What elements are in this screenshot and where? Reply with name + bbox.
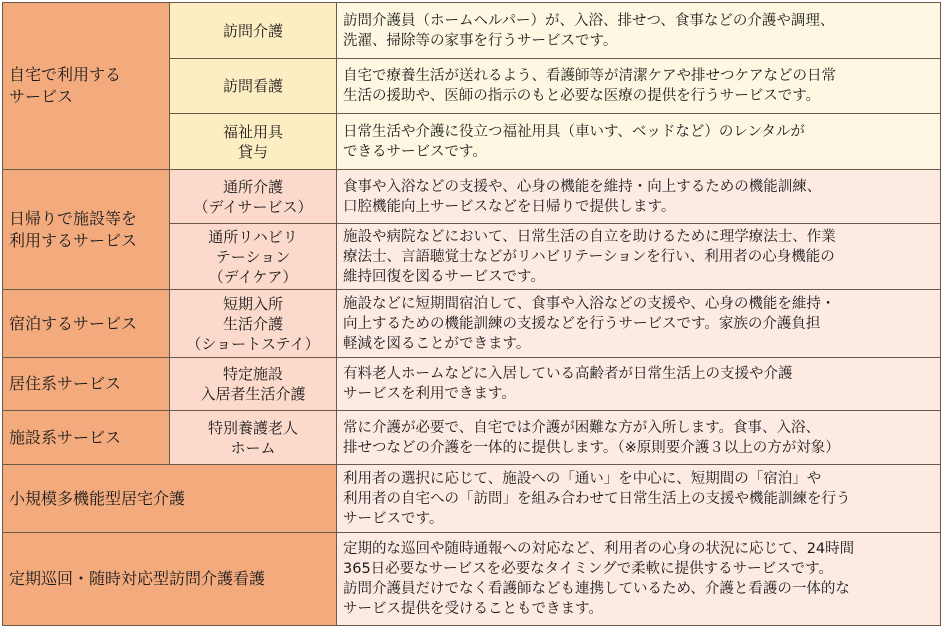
desc-line: サービスを利用できます。 (343, 386, 516, 402)
desc-line: 自宅で療養生活が送れるよう、看護師等が清潔ケアや排せつケアなどの日常 (343, 68, 836, 84)
service-name-text: （ショートステイ） (186, 334, 320, 353)
service-desc-periodic-patrol (337, 533, 941, 626)
service-desc-day-care (337, 224, 941, 290)
service-name-text: 訪問介護 (222, 21, 283, 40)
desc-line: 軽減を図ることができます。 (343, 335, 531, 352)
category-label: 利用するサービス (9, 230, 138, 250)
category-label: 自宅で利用する (9, 65, 122, 84)
service-name-text: テーション (215, 247, 291, 266)
category-label: 施設系サービス (9, 427, 122, 447)
desc-line: 訪問介護員だけでなく看護師なども連携しているため、介護と看護の一体的な (343, 581, 850, 597)
desc-line: 日常生活や介護に役立つ福祉用具（車いす、ベッドなど）のレンタルが (343, 123, 805, 140)
desc-line: サービスです。 (343, 510, 444, 527)
table-row (3, 290, 941, 358)
service-name-text: 通所リハビリ (208, 227, 298, 246)
category-day-services (3, 170, 170, 290)
service-name-text: 訪問看護 (222, 77, 283, 95)
desc-line: 生活の援助や、医師の指示のもと必要な医療の提供を行うサービスです。 (343, 88, 821, 104)
table-row (3, 533, 941, 626)
service-name-text: 短期入所 (222, 294, 283, 313)
care-services-table (2, 2, 941, 626)
service-name-text: ホーム (230, 438, 276, 457)
service-name-text: 特定施設 (222, 365, 283, 383)
desc-line: 365日必要なサービスを必要なタイミングで柔軟に提供するサービスです。 (343, 561, 833, 577)
category-small-multifunction (3, 465, 337, 533)
desc-line: 食事や入浴などの支援や、心身の機能を維持・向上するための機能訓練、 (343, 178, 822, 195)
desc-line: 利用者の選択に応じて、施設への「通い」を中心に、短期間の「宿泊」や (343, 470, 822, 487)
service-name-text: 貸与 (237, 142, 268, 161)
service-name-text: 生活介護 (222, 314, 283, 333)
category-residence-services (3, 358, 170, 411)
service-name-text: 福祉用具 (222, 122, 283, 141)
service-name-home-nursing (170, 59, 337, 114)
desc-line: 維持回復を図るサービスです。 (343, 268, 545, 285)
service-name-home-visit-care (170, 3, 337, 59)
table-row (3, 465, 941, 533)
category-label: 小規模多機能型居宅介護 (9, 488, 186, 508)
service-name-text: （デイサービス） (193, 197, 313, 216)
service-name-text: 通所介護 (222, 177, 283, 196)
category-home-services (3, 3, 170, 170)
table-row (3, 411, 941, 465)
service-name-specified-facility (170, 358, 337, 411)
desc-line: サービス提供を受けることもできます。 (343, 601, 603, 617)
service-desc-home-visit-care (337, 3, 941, 59)
category-periodic-patrol (3, 533, 337, 626)
desc-line: 常に介護が必要で、自宅では介護が困難な方が入所します。食事、入浴、 (343, 419, 821, 436)
service-desc-special-nursing-home (337, 411, 941, 465)
desc-line: 有料老人ホームなどに入居している高齢者が日常生活上の支援や介護 (343, 366, 793, 382)
table-row (3, 3, 941, 59)
service-name-special-nursing-home (170, 411, 337, 465)
service-name-text: 入居者生活介護 (200, 385, 306, 403)
service-desc-home-nursing (337, 59, 941, 114)
service-name-day-service (170, 170, 337, 224)
desc-line: 療法士、言語聴覚士などがリハビリテーションを行い、利用者の心身機能の (343, 248, 835, 265)
category-label: 居住系サービス (9, 374, 122, 393)
service-name-text: 特別養護老人 (207, 418, 298, 437)
table-row (3, 170, 941, 224)
category-label: 定期巡回・随時対応型訪問介護看護 (9, 569, 266, 588)
desc-line: 洗濯、掃除等の家事を行うサービスです。 (343, 32, 618, 49)
desc-line: できるサービスです。 (343, 143, 487, 160)
desc-line: 訪問介護員（ホームヘルパー）が、入浴、排せつ、食事などの介護や調理、 (343, 12, 835, 29)
desc-line: 施設や病院などにおいて、日常生活の自立を助けるために理学療法士、作業 (343, 228, 836, 245)
service-name-welfare-equipment (170, 114, 337, 170)
desc-line: 口腔機能向上サービスなどを日帰りで提供します。 (343, 198, 676, 215)
table-row (3, 358, 941, 411)
desc-line: 排せつなどの介護を一体的に提供します。（※原則要介護３以上の方が対象） (343, 439, 840, 456)
service-desc-welfare-equipment (337, 114, 941, 170)
desc-line: 定期的な巡回や随時通報への対応など、利用者の心身の状況に応じて、24時間 (343, 541, 855, 557)
service-name-short-stay (170, 290, 337, 358)
desc-line: 利用者の自宅への「訪問」を組み合わせて日常生活上の支援や機能訓練を行う (343, 490, 851, 507)
service-name-day-care (170, 224, 337, 290)
service-desc-specified-facility (337, 358, 941, 411)
service-desc-small-multifunction (337, 465, 941, 533)
service-desc-short-stay (337, 290, 941, 358)
desc-line: 施設などに短期間宿泊して、食事や入浴などの支援や、心身の機能を維持・ (343, 295, 836, 312)
category-stay-services (3, 290, 170, 358)
desc-line: 向上するための機能訓練の支援などを行うサービスです。家族の介護負担 (343, 315, 821, 332)
category-facility-services (3, 411, 170, 465)
service-desc-day-service (337, 170, 941, 224)
category-label: サービス (9, 87, 74, 106)
service-name-text: （デイケア） (208, 267, 298, 286)
category-label: 宿泊するサービス (9, 313, 138, 333)
category-label: 日帰りで施設等を (9, 208, 138, 228)
